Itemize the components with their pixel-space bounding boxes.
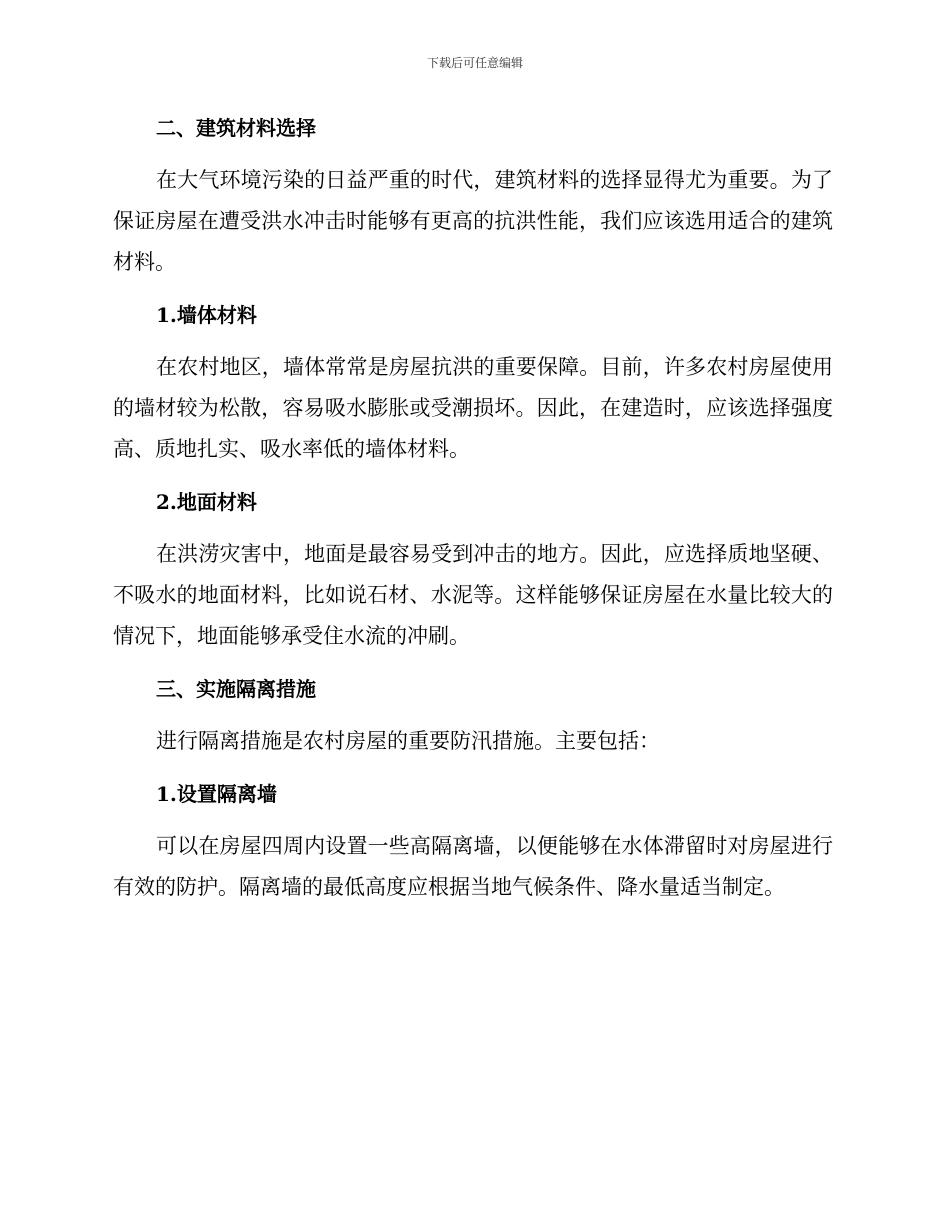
paragraph-isolation-intro: 进行隔离措施是农村房屋的重要防汛措施。主要包括：: [156, 729, 660, 753]
paragraph-materials-intro: 在大气环境污染的日益严重的时代，建筑材料的选择显得尤为重要。为了保证房屋在遭受洪水冲击时能够有更高的抗洪性能，我们应该选用适合的建筑材料。: [113, 168, 833, 274]
section-heading-materials: 二、建筑材料选择: [156, 116, 316, 140]
subheading-wall-materials: 1.墙体材料: [156, 303, 257, 327]
subheading-isolation-wall: 1.设置隔离墙: [156, 782, 277, 806]
subheading-floor-materials: 2.地面材料: [156, 490, 257, 514]
section-heading-isolation: 三、实施隔离措施: [156, 677, 316, 701]
paragraph-isolation-wall: 可以在房屋四周内设置一些高隔离墙，以便能够在水体滞留时对房屋进行有效的防护。隔离墙的最低高度应根据当地气候条件、降水量适当制定。: [113, 834, 833, 899]
paragraph-floor-materials: 在洪涝灾害中，地面是最容易受到冲击的地方。因此，应选择质地坚硬、不吸水的地面材料，比如说石材、水泥等。这样能够保证房屋在水量比较大的情况下，地面能够承受住水流的冲刷。: [113, 542, 833, 648]
paragraph-wall-materials: 在农村地区，墙体常常是房屋抗洪的重要保障。目前，许多农村房屋使用的墙材较为松散，容易吸水膨胀或受潮损坏。因此，在建造时，应该选择强度高、质地扎实、吸水率低的墙体材料。: [113, 355, 833, 461]
document-body: [113, 108, 833, 920]
page-header: 下载后可任意编辑: [426, 56, 523, 70]
